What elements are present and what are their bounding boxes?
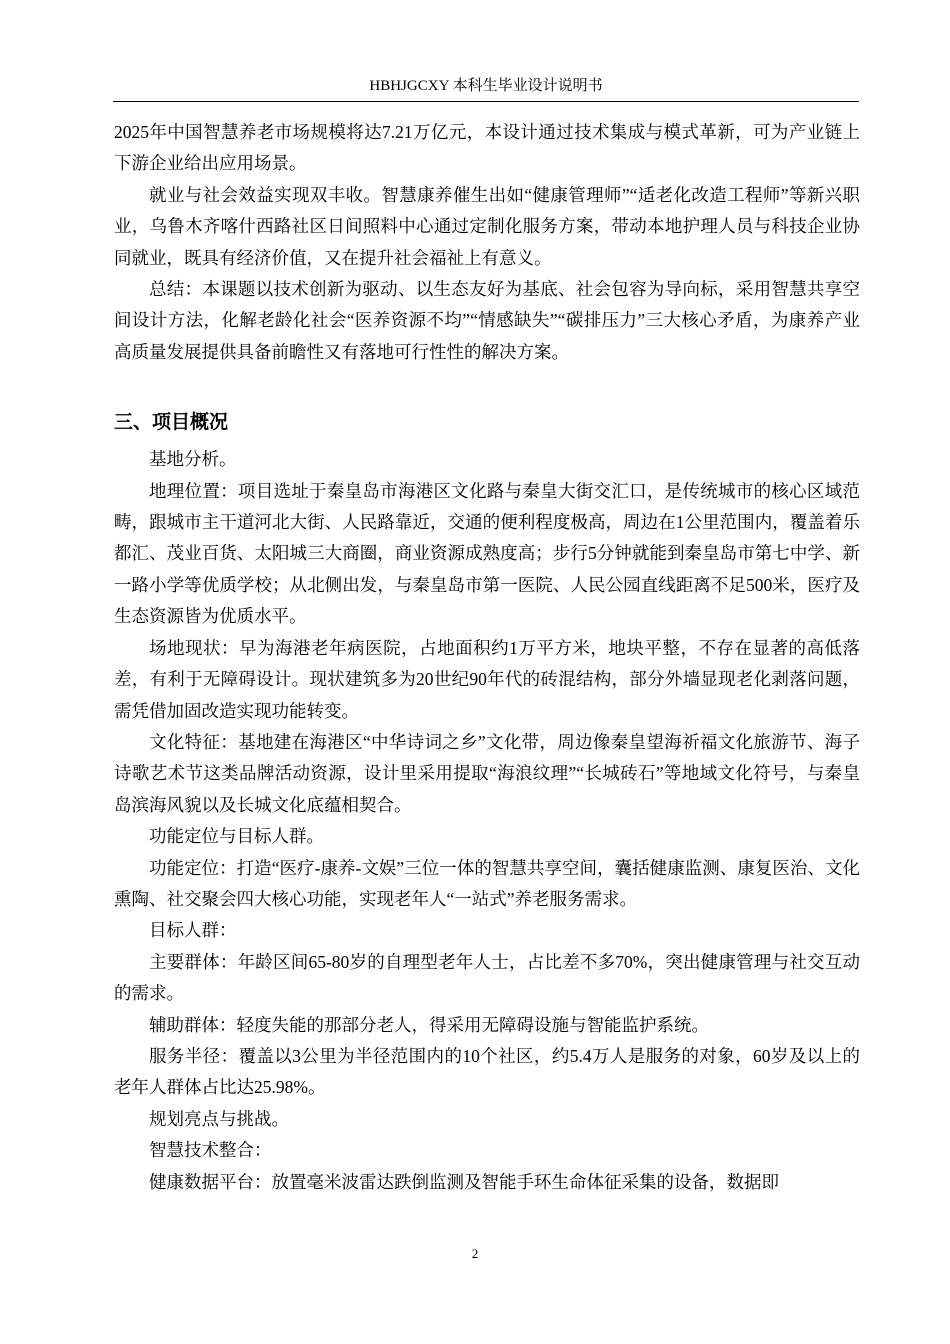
paragraph: 目标人群： bbox=[149, 920, 237, 941]
paragraph: 总结：本课题以技术创新为驱动、以生态友好为基底、社会包容为导向标，采用智慧共享空间设计方法，化解老龄化社会“医养资源不均”“情感缺失”“碳排压力”三大核心矛盾，为康养产业高质量发展提供具备前瞻性又有落地可行性性的解决方案。 bbox=[114, 279, 860, 362]
paragraph: 文化特征：基地建在海港区“中华诗词之乡”文化带，周边像秦皇望海祈福文化旅游节、海子诗歌艺术节这类品牌活动资源，设计里采用提取“海浪纹理”“长城砖石”等地域文化符号，与秦皇岛滨海风貌以及长城文化底蕴相契合。 bbox=[114, 731, 860, 815]
paragraph: 规划亮点与挑战。 bbox=[149, 1108, 289, 1129]
section-heading: 三、项目概况 bbox=[114, 412, 229, 434]
paragraph: 智慧技术整合： bbox=[149, 1140, 272, 1161]
paragraph: 就业与社会效益实现双丰收。智慧康养催生出如“健康管理师”“适老化改造工程师”等新兴职业，乌鲁木齐喀什西路社区日间照料中心通过定制化服务方案，带动本地护理人员与科技企业协同就业，既具有经济价值，又在提升社会福祉上有意义。 bbox=[114, 184, 860, 268]
paragraph: 健康数据平台：放置毫米波雷达跌倒监测及智能手环生命体征采集的设备，数据即 bbox=[149, 1171, 779, 1192]
paragraph: 服务半径：覆盖以3公里为半径范围内的10个社区，约5.4万人是服务的对象，60岁及以上的老年人群体占比达25.98%。 bbox=[114, 1045, 860, 1098]
paragraph: 功能定位与目标人群。 bbox=[149, 826, 324, 847]
paragraph: 地理位置：项目选址于秦皇岛市海港区文化路与秦皇大街交汇口，是传统城市的核心区域范畴，跟城市主干道河北大街、人民路靠近，交通的便利程度极高，周边在1公里范围内，覆盖着乐都汇、茂业百货、太阳城三大商圈，商业资源成熟度高；步行5分钟就能到秦皇岛市第七中学、新一路小学等优质学校；从北侧出发，与秦皇岛市第一医院、人民公园直线距离不足500米，医疗及生态资源皆为优质水平。 bbox=[114, 480, 860, 627]
paragraph: 2025年中国智慧养老市场规模将达7.21万亿元，本设计通过技术集成与模式革新，可为产业链上下游企业给出应用场景。 bbox=[114, 122, 860, 174]
document-body bbox=[114, 117, 860, 1198]
spacer bbox=[114, 368, 860, 407]
paragraph: 辅助群体：轻度失能的那部分老人，得采用无障碍设施与智能监护系统。 bbox=[149, 1014, 709, 1035]
paragraph: 场地现状：早为海港老年病医院，占地面积约1万平方米，地块平整，不存在显著的高低落差，有利于无障碍设计。现状建筑多为20世纪90年代的砖混结构，部分外墙显现老化剥落问题，需凭借加固改造实现功能转变。 bbox=[114, 637, 860, 721]
paragraph: 主要群体：年龄区间65-80岁的自理型老年人士，占比差不多70%，突出健康管理与社交互动的需求。 bbox=[114, 951, 860, 1004]
header-divider bbox=[113, 101, 859, 102]
paragraph: 功能定位：打造“医疗-康养-文娱”三位一体的智慧共享空间，囊括健康监测、康复医治、文化熏陶、社交聚会四大核心功能，实现老年人“一站式”养老服务需求。 bbox=[114, 857, 860, 909]
page-number: 2 bbox=[471, 1246, 479, 1261]
page-header: HBHJGCXY 本科生毕业设计说明书 bbox=[369, 78, 603, 94]
paragraph: 基地分析。 bbox=[149, 449, 237, 470]
